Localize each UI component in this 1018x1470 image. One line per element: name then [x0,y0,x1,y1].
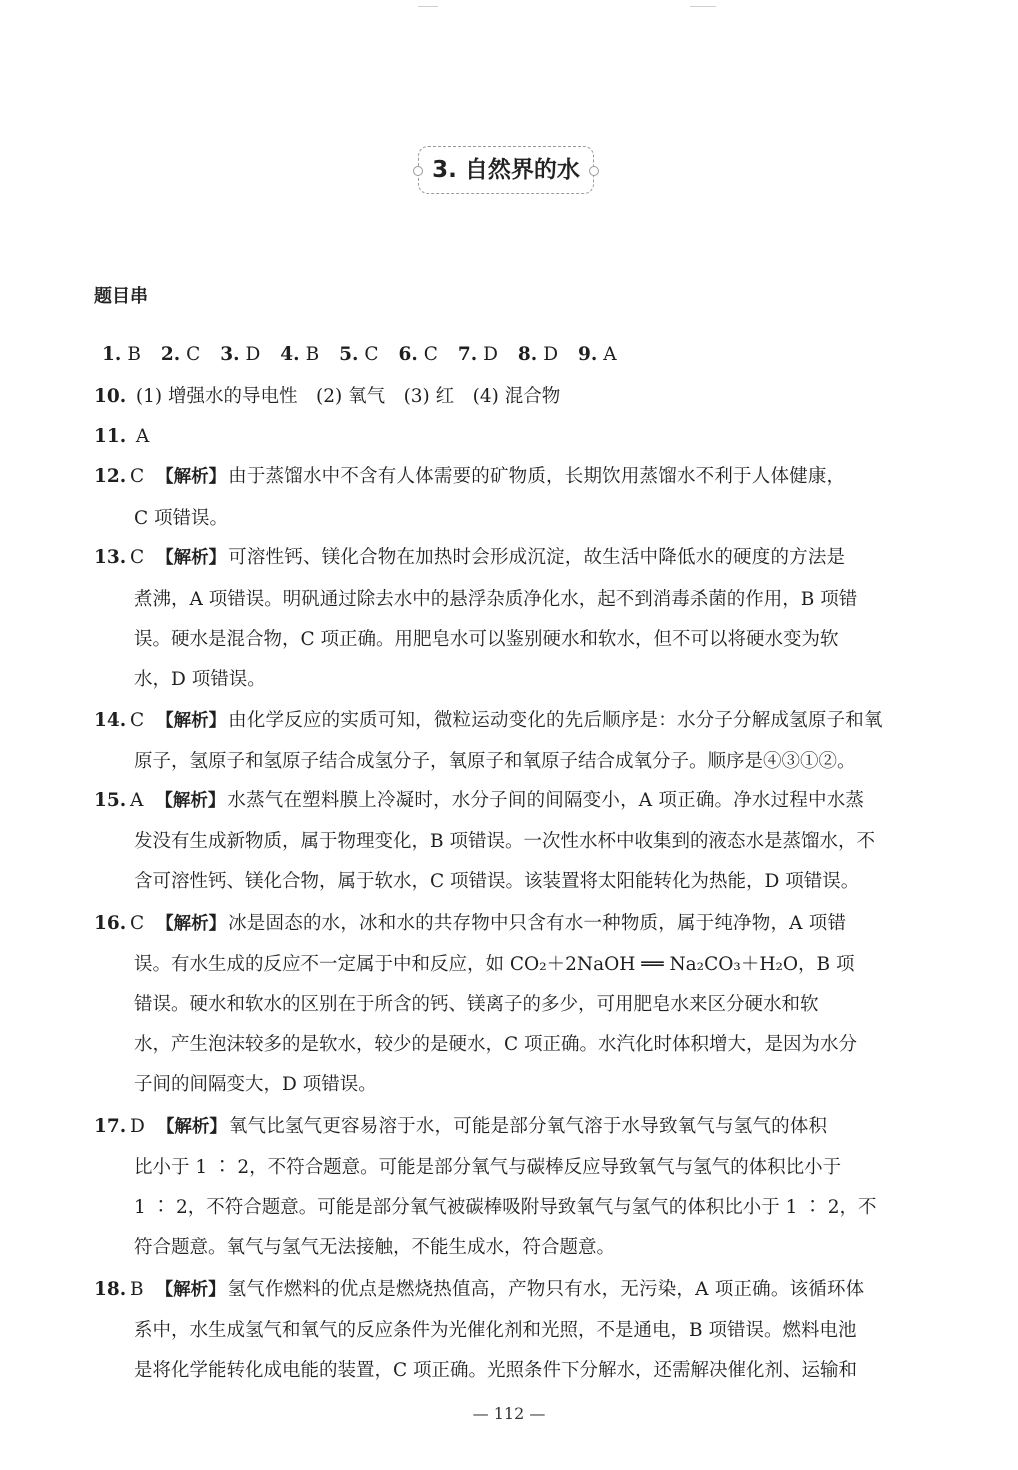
analysis-tag: 【解析】 [156,548,227,568]
answer-item: 9. A [577,344,617,365]
question-number: 18. [94,1279,127,1300]
question-number: 14. [94,710,127,731]
answer-13 [94,546,934,570]
answer-12 [94,465,934,489]
analysis-tag: 【解析】 [155,1280,226,1300]
answer-item: 2. C [160,344,201,365]
explanation-line: 氧气比氢气更容易溶于水，可能是部分氧气溶于水导致氧气与氢气的体积 [228,1116,828,1137]
answer-item: 3. D [220,344,261,365]
question-number: 15. [94,790,127,811]
analysis-tag: 【解析】 [156,1117,227,1137]
question-number: 12. [94,466,127,487]
answer-17 [94,1115,934,1139]
answer-item: 1. B [102,344,141,365]
answer-item: 6. C [398,344,438,365]
explanation-line: 是将化学能转化成电能的装置，C 项正确。光照条件下分解水，还需解决催化剂、运输和 [134,1360,858,1381]
analysis-tag: 【解析】 [156,711,227,731]
explanation-line: 发没有生成新物质，属于物理变化，B 项错误。一次性水杯中收集到的液态水是蒸馏水，不 [134,831,875,852]
answer-14 [94,709,934,733]
answer-choice: C [130,466,145,487]
explanation-line: 水蒸气在塑料膜上冷凝时，水分子间的间隔变小，A 项正确。净水过程中水蒸 [227,790,865,811]
explanation-line: 符合题意。氧气与氢气无法接触，不能生成水，符合题意。 [134,1237,616,1258]
question-number: 16. [94,913,127,934]
answer-choice: B [130,1279,144,1300]
explanation-line: 含可溶性钙、镁化合物，属于软水，C 项错误。该装置将太阳能转化为热能，D 项错误。 [134,871,860,892]
explanation-line: 系中，水生成氢气和氧气的反应条件为光催化剂和光照，不是通电，B 项错误。燃料电池 [134,1320,857,1341]
explanation-line: 误。有水生成的反应不一定属于中和反应，如 CO₂＋2NaOH ══ Na₂CO₃＋H₂O，B 项 [134,954,855,975]
explanation-line: 误。硬水是混合物，C 项正确。用肥皂水可以鉴别硬水和软水，但不可以将硬水变为软 [134,629,839,650]
top-edge-mark [690,6,716,7]
analysis-tag: 【解析】 [156,914,227,934]
explanation-line: 氢气作燃料的优点是燃烧热值高，产物只有水，无污染，A 项正确。该循环体 [227,1279,865,1300]
answer-item: 4. B [280,344,320,365]
answer-choice: A [135,426,150,447]
explanation-line: C 项错误。 [134,508,229,529]
page-number: — 112 — [472,1404,546,1423]
answer-choice: A [130,790,144,811]
answer-15 [94,789,934,813]
answer-18 [94,1278,934,1302]
top-edge-mark [418,6,438,7]
explanation-line: 错误。硬水和软水的区别在于所含的钙、镁离子的多少，可用肥皂水来区分硬水和软 [134,994,819,1015]
question-number: 13. [94,547,127,568]
explanation-line: 由化学反应的实质可知，微粒运动变化的先后顺序是：水分子分解成氢原子和氧 [228,710,883,731]
explanation-line: 水，D 项错误。 [134,669,266,690]
explanation-line: 1 ∶ 2，不符合题意。可能是部分氧气被碳棒吸附导致氧气与氢气的体积比小于 1 ∶ 2，不 [134,1197,877,1218]
question-number: 17. [94,1116,127,1137]
answer-choice: C [130,547,145,568]
explanation-line: 子间的间隔变大，D 项错误。 [134,1074,377,1095]
answer-16 [94,912,934,936]
explanation-line: 比小于 1 ∶ 2，不符合题意。可能是部分氧气与碳棒反应导致氧气与氢气的体积比小于 [134,1157,842,1178]
explanation-line: 原子，氢原子和氢原子结合成氢分子，氧原子和氧原子结合成氧分子。顺序是④③①②。 [134,751,856,772]
answer-choice: C [130,710,145,731]
answer-item: 8. D [517,344,559,365]
explanation-line: 水，产生泡沫较多的是软水，较少的是硬水，C 项正确。水汽化时体积增大，是因为水分 [134,1034,858,1055]
explanation-line: 冰是固态的水，冰和水的共存物中只含有水一种物质，属于纯净物，A 项错 [228,913,847,934]
answer-item: 5. C [339,344,379,365]
explanation-line: 煮沸，A 项错误。明矾通过除去水中的悬浮杂质净化水，起不到消毒杀菌的作用，B 项错 [134,589,858,610]
answer-item: 7. D [457,344,499,365]
answer-text: (1) 增强水的导电性 (2) 氧气 (3) 红 (4) 混合物 [135,386,561,407]
answer-11 [94,425,934,449]
question-number: 10. [94,386,127,407]
question-number: 11. [94,426,127,447]
analysis-tag: 【解析】 [156,467,227,487]
section-label: 题目串 [94,286,148,307]
explanation-line: 由于蒸馏水中不含有人体需要的矿物质，长期饮用蒸馏水不利于人体健康， [228,466,846,487]
explanation-line: 可溶性钙、镁化合物在加热时会形成沉淀，故生活中降低水的硬度的方法是 [228,547,846,568]
answer-10 [94,385,934,409]
answer-choice: C [130,913,145,934]
chapter-title: 3. 自然界的水 [418,146,594,194]
answer-choice: D [130,1116,145,1137]
answers-row-1-9 [102,343,942,367]
analysis-tag: 【解析】 [155,791,226,811]
